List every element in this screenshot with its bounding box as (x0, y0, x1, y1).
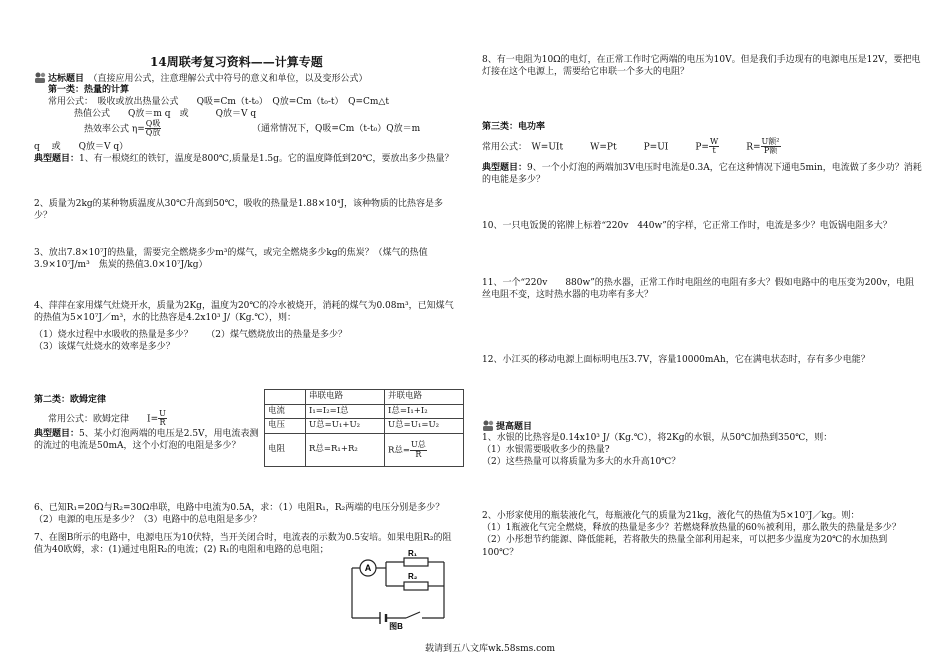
s2-formula-label: 常用公式：欧姆定律 (48, 414, 130, 425)
s1-typical-label: 典型题目： (34, 154, 80, 164)
s1-f3b: （通常情况下，Q吸=Cm（t-t₀）Q放＝m (252, 124, 421, 134)
s1-q4b: （3）该煤气灶烧水的效率是多少？ (34, 342, 175, 352)
table-cell: 电压 (265, 419, 306, 434)
parallel-resistance-lhs: R总= (388, 445, 411, 456)
s2-q6: 6、已知R₁=20Ω与R₂=30Ω串联，电路中电流为0.5A，求：（1）电阻R₁，R₂两端的电压分别是多少？（2）电源的电压是多少？（3）电路中的总电阻是多少？ (34, 503, 445, 526)
s3-f1: W=UIt (531, 142, 564, 153)
table-cell: I₁=I₂=I总 (306, 404, 385, 419)
adv-heading: 提高题目 (496, 422, 533, 432)
s3-f2: W=Pt (590, 142, 617, 153)
student-icon (34, 72, 46, 83)
q12: 12、小江买的移动电源上面标明电压3.7V，容量10000mAh，它在满电状态时，存有多少电能？ (482, 355, 870, 365)
s1-f3a: 热效率公式 η= (84, 124, 145, 135)
s3-formulas (482, 138, 781, 156)
s1-f1a: 吸收或放出热量公式 (97, 97, 179, 107)
ohm-num: U (159, 409, 166, 418)
power-den: t (712, 146, 716, 156)
student-icon (482, 420, 494, 431)
efficiency-num: Q吸 (145, 119, 161, 128)
q10: 10、一只电饭煲的铭牌上标着“220v 440w”的字样，它正常工作时，电流是多少？电饭锅电阻多大？ (482, 221, 892, 231)
a1: 1、水银的比热容是0.14x10³ J/（Kg.℃），将2Kg的水银，从50℃加热到350℃，则： (482, 433, 833, 443)
s1-formula-row-3 (84, 120, 161, 138)
s2-formula (48, 410, 167, 428)
s2-q5 (34, 428, 260, 453)
s1-q1 (34, 153, 460, 165)
s1-formula-label: 常用公式： (48, 97, 89, 107)
s1-f1d: Q=Cm△t (348, 97, 389, 107)
table-row (265, 419, 464, 434)
table-header-cell: 串联电路 (306, 390, 385, 405)
parallel-resistance-fraction (410, 441, 427, 459)
q9-text: 9、一个小灯泡的两端加3V电压时电流是0.3A，它在这种情况下通电5min，电流做了多少功？消耗的电能是多少？ (482, 163, 922, 186)
resistance-den: P额 (763, 146, 778, 156)
s1-q2: 2、质量为2kg的某种物质温度从30℃升高到50℃，吸收的热量是1.88×10⁴J，该种物质的比热容是多少？ (34, 199, 443, 222)
s1-f2c: 或 (179, 109, 189, 119)
q9 (482, 162, 922, 187)
table-header-row (265, 390, 464, 405)
a2a: （1）1瓶液化气完全燃烧，释放的热量是多少？若燃烧释放热量的60％被利用，那么散失的热量是多少？ （2）小彤想节约能源、降低能耗，若将散失的热量全部利用起来，可以把多少温度为20℃的水加热到100℃？ (482, 523, 919, 558)
q11: 11、一个“220v 880w”的热水器，正常工作时电阻丝的电阻有多大？假如电路中的电压变为200v，电阻丝电阻不变，这时热水器的电功率有多大？ (482, 278, 915, 301)
resistor-r1-icon (404, 558, 428, 566)
table-row (265, 434, 464, 467)
s1-f1b: Q吸=Cm（t-t₀） (196, 97, 264, 107)
s3-f3: P=UI (643, 142, 669, 153)
circuit-caption: 图B (389, 622, 403, 631)
r1-label: R₁ (408, 549, 418, 558)
efficiency-den: Q放 (145, 128, 161, 138)
s1-f2a: 热值公式 (74, 109, 111, 119)
table-cell: U总=U₁+U₂ (306, 419, 385, 434)
s2-heading: 第二类：欧姆定律 (34, 395, 107, 405)
q8: 8、有一电阻为10Ω的电灯，在正常工作时它两端的电压为10V。但是我们手边现有的电源电压是12V，要把电灯接在这个电源上，需要给它串联一个多大的电阻？ (482, 55, 921, 78)
s2-q7: 7、在图B所示的电路中，电源电压为10伏特，当开关闭合时，电流表的示数为0.5安培。如果电阻R₂的阻值为40欧姆，求：(1)通过电阻R₂的电流；(2) R₁的电阻和电路的总电阻； (34, 533, 452, 556)
ohm-fraction (158, 410, 167, 428)
s1-q4a: （1）烧水过程中水吸收的热量是多少？ （2）煤气燃烧放出的热量是多少？ (34, 330, 347, 340)
table-cell: U总=U₁=U₂ (385, 419, 464, 434)
s2-formula-lhs: I= (147, 414, 159, 425)
resistance-fraction (761, 138, 781, 156)
r2-label: R₂ (408, 572, 418, 581)
s3-label: 常用公式： (482, 142, 523, 153)
s1-f3c: q 或 Q放＝V q） (34, 142, 129, 152)
ammeter-label: A (364, 563, 372, 573)
s1-f2b: Q放＝m q (128, 109, 171, 119)
s3-f5: R= (746, 142, 761, 153)
resistor-r2-icon (404, 582, 428, 590)
power-num: W (709, 137, 719, 146)
table-cell: R总=R₁+R₂ (306, 434, 385, 467)
power-fraction (709, 138, 719, 156)
intro-heading: 达标题目 (48, 74, 85, 84)
parallel-den: R (415, 449, 422, 459)
s3-f4: P= (695, 142, 709, 153)
s1-formula-row-2 (74, 108, 256, 120)
s1-formula-row-1 (48, 96, 389, 108)
ohm-den: R (159, 418, 166, 428)
s3-heading: 第三类：电功率 (482, 122, 546, 132)
efficiency-fraction (145, 120, 162, 138)
s1-q4: 4、萍萍在家用煤气灶烧开水，质量为2Kg，温度为20℃的冷水被烧开，消耗的煤气为0.08m³，已知煤气的热值为5×10⁷J／m³，水的比热容是4.2x10³ J/（Kg.℃），则： (34, 301, 454, 324)
table-cell: 电流 (265, 404, 306, 419)
s2-typical-label: 典型题目： (34, 429, 80, 439)
s1-heading: 第一类：热量的计算 (48, 85, 130, 95)
s1-f1c: Q放=Cm（t₀-t） (272, 97, 340, 107)
table-cell: 电阻 (265, 434, 306, 467)
table-cell: I总=I₁+I₂ (385, 404, 464, 419)
s1-f2d: Q放＝V q (215, 109, 257, 119)
a1b: （2）这些热量可以将质量为多大的水升高10℃？ (482, 457, 681, 467)
circuit-comparison-table (264, 389, 464, 467)
s1-q3: 3、放出7.8×10⁷J的热量，需要完全燃烧多少m³的煤气，或完全燃烧多少kg的焦炭？（煤气的热值3.9×10⁷J/m³ 焦炭的热值3.0×10⁷J/kg） (34, 248, 428, 271)
table-cell-parallel-resistance (385, 434, 464, 467)
a2: 2、小形家使用的瓶装液化气，每瓶液化气的质量为21kg，液化气的热值为5×10⁷J／kg。则： (482, 511, 860, 521)
page-title: 14周联考复习资料——计算专题 (150, 55, 323, 69)
footer-watermark: 载请到五八文库wk.58sms.com (425, 644, 556, 654)
s1-q1-text: 1、有一根烧红的铁钉，温度是800℃,质量是1.5g。它的温度降低到20℃，要放出多少热量？ (79, 154, 454, 164)
table-row (265, 404, 464, 419)
s3-typical-label: 典型题目： (482, 163, 528, 173)
table-header-cell: 并联电路 (385, 390, 464, 405)
a1a: （1）水银需要吸收多少的热量? (482, 445, 610, 455)
s2-q5-text: 5、某小灯泡两端的电压是2.5V，用电流表测的流过的电流是50mA，这个小灯泡的电阻是多少？ (34, 429, 259, 452)
intro-note: （直接应用公式，注意理解公式中符号的意义和单位，以及变形公式） (93, 74, 368, 84)
parallel-num: U总 (411, 440, 426, 450)
table-header-cell (265, 390, 306, 405)
resistance-num: U额² (761, 137, 780, 146)
circuit-diagram (346, 549, 450, 631)
